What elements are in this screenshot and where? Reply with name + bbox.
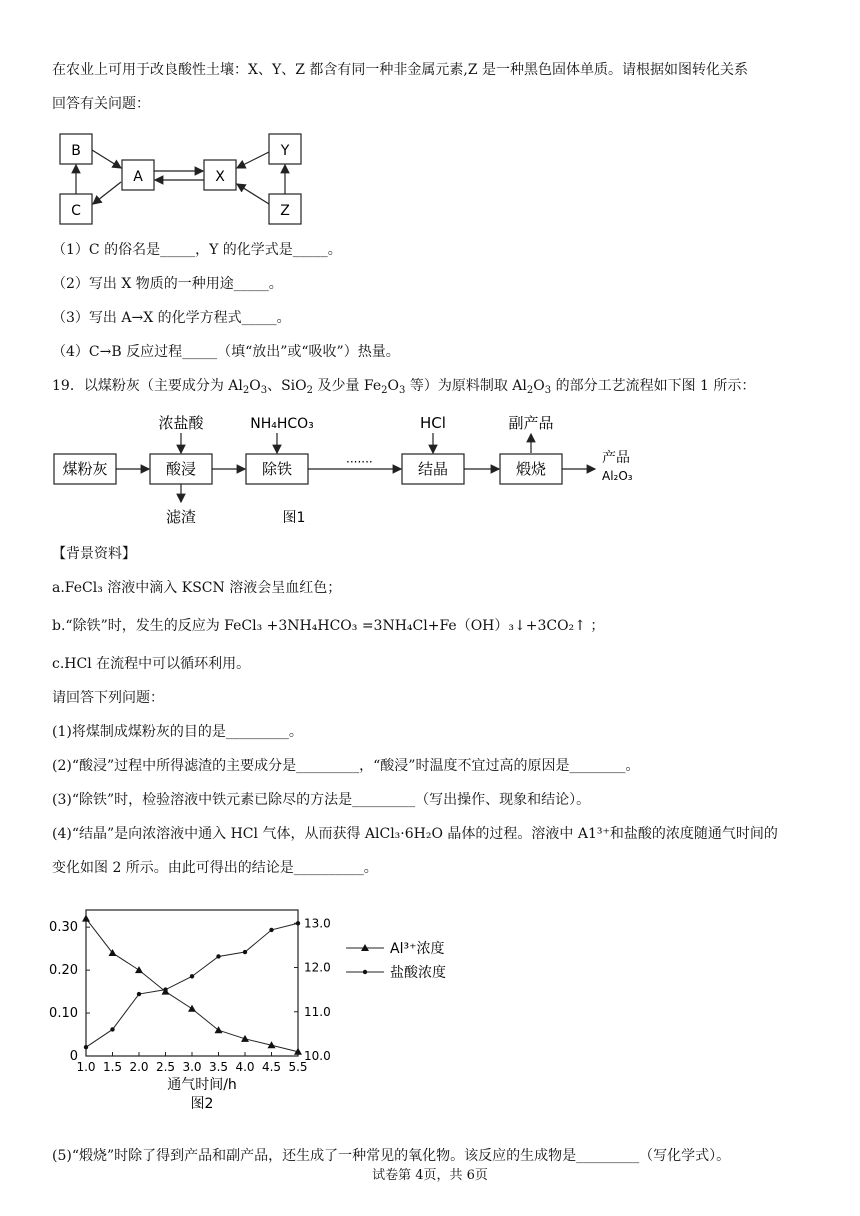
al-ion-point bbox=[135, 966, 143, 973]
y-left-tick-label: 0.10 bbox=[49, 1006, 78, 1022]
al-ion-point bbox=[188, 1005, 196, 1012]
node-c: C bbox=[71, 203, 81, 219]
process-flowchart bbox=[50, 408, 670, 536]
legend-label: 盐酸浓度 bbox=[390, 965, 446, 981]
flow-nh4hco3-label: NH₄HCO₃ bbox=[250, 416, 314, 432]
x-tick-label: 4.5 bbox=[261, 1060, 282, 1074]
hcl-point bbox=[269, 928, 273, 932]
q19-part1: (1)将煤制成煤粉灰的目的是_________。 bbox=[52, 724, 303, 740]
background-a: a.FeCl₃ 溶液中滴入 KSCN 溶液会呈血红色； bbox=[52, 580, 342, 596]
y-right-tick-label: 12.0 bbox=[304, 960, 331, 975]
flow-acid-label: 浓盐酸 bbox=[158, 414, 204, 432]
background-title: 【背景资料】 bbox=[52, 546, 136, 562]
flow-hcl-label: HCl bbox=[420, 414, 446, 432]
q19-part2: (2)“酸浸”过程中所得滤渣的主要成分是_________，“酸浸”时温度不宜过高的原因是________。 bbox=[52, 758, 640, 774]
figure2-chart bbox=[40, 900, 500, 1130]
q18-part2: （2）写出 X 物质的一种用途_____。 bbox=[52, 276, 283, 292]
x-tick-label: 2.5 bbox=[155, 1060, 176, 1074]
arrow-a-c bbox=[93, 182, 121, 204]
y-right-tick-label: 13.0 bbox=[304, 916, 331, 931]
arrow-b-a bbox=[92, 150, 121, 168]
flow-residue-label: 滤渣 bbox=[165, 508, 197, 526]
q19-part4-line2: 变化如图 2 所示。由此可得出的结论是__________。 bbox=[52, 860, 378, 876]
questions-intro: 请回答下列问题： bbox=[52, 690, 164, 706]
flow-acid-leach: 酸浸 bbox=[165, 460, 197, 478]
hcl-point bbox=[137, 992, 141, 996]
x-tick-label: 4.0 bbox=[235, 1060, 255, 1074]
y-left-tick-label: 0.30 bbox=[49, 920, 78, 936]
background-b: b.“除铁”时，发生的反应为 FeCl₃ +3NH₄HCO₃ =3NH₄Cl+Fe（OH）₃↓+3CO₂↑ ； bbox=[52, 618, 605, 634]
q18-part1: （1）C 的俗名是_____，Y 的化学式是_____。 bbox=[52, 242, 342, 258]
q19-part5: (5)“煅烧”时除了得到产品和副产品，还生成了一种常见的氧化物。该反应的生成物是_________（写化学式）。 bbox=[52, 1148, 731, 1164]
x-tick-label: 1.0 bbox=[76, 1060, 96, 1074]
page-footer: 试卷第 4页，共 6页 bbox=[372, 1168, 488, 1183]
hcl-point bbox=[296, 921, 300, 925]
figure1-caption: 图1 bbox=[282, 510, 306, 526]
node-y: Y bbox=[280, 143, 290, 159]
q18-part3: （3）写出 A→X 的化学方程式_____。 bbox=[52, 310, 291, 326]
flow-dots: ······· bbox=[346, 455, 373, 469]
y-left-tick-label: 0 bbox=[69, 1049, 78, 1064]
flow-iron-removal: 除铁 bbox=[261, 460, 293, 478]
al-ion-point bbox=[215, 1026, 223, 1033]
conversion-diagram bbox=[54, 128, 314, 228]
x-tick-label: 1.5 bbox=[102, 1060, 123, 1074]
q18-part4: （4）C→B 反应过程_____（填“放出”或“吸收”）热量。 bbox=[52, 344, 400, 360]
intro-line-2: 回答有关问题： bbox=[52, 96, 150, 112]
legend-label: Al³⁺浓度 bbox=[390, 941, 445, 957]
flow-byproduct-label: 副产品 bbox=[508, 414, 554, 432]
q19-part3: (3)“除铁”时，检验溶液中铁元素已除尽的方法是_________（写出操作、现象和结论）。 bbox=[52, 792, 591, 808]
series-line-2 bbox=[86, 923, 298, 1047]
background-c: c.HCl 在流程中可以循环利用。 bbox=[52, 656, 251, 672]
hcl-point bbox=[163, 987, 167, 991]
hcl-point bbox=[84, 1045, 88, 1049]
flow-crystallization: 结晶 bbox=[417, 460, 449, 478]
y-right-tick-label: 11.0 bbox=[304, 1004, 331, 1019]
node-b: B bbox=[71, 143, 81, 159]
intro-line-1: 在农业上可用于改良酸性土壤：X、Y、Z 都含有同一种非金属元素,Z 是一种黑色固体单质。请根据如图转化关系 bbox=[52, 62, 749, 78]
x-tick-label: 3.5 bbox=[208, 1060, 229, 1074]
flow-raw: 煤粉灰 bbox=[62, 460, 108, 478]
hcl-point bbox=[243, 950, 247, 954]
figure2-caption: 图2 bbox=[190, 1096, 214, 1112]
y-left-tick-label: 0.20 bbox=[49, 963, 78, 979]
arrow-z-x bbox=[237, 184, 269, 204]
flow-product-formula: Al₂O₃ bbox=[602, 469, 633, 483]
legend-dot-icon bbox=[363, 970, 367, 974]
hcl-point bbox=[216, 954, 220, 958]
node-a: A bbox=[133, 169, 143, 185]
arrow-y-x bbox=[237, 152, 269, 168]
x-axis-label: 通气时间/h bbox=[167, 1077, 237, 1093]
hcl-point bbox=[190, 974, 194, 978]
x-tick-label: 5.5 bbox=[288, 1060, 308, 1074]
flow-product-label: 产品 bbox=[602, 450, 630, 466]
x-tick-label: 3.0 bbox=[182, 1060, 202, 1074]
flow-calcination: 煅烧 bbox=[515, 460, 547, 478]
al-ion-point bbox=[82, 915, 90, 922]
node-z: Z bbox=[280, 203, 290, 219]
q19-stem: 19．以煤粉灰（主要成分为 $Al_2O_3$、SiO$_2$ 及少量 $Fe_2O_3$ 等）为原料制取 $Al_2O_3$ 的部分工艺流程如下图 1 所示： bbox=[52, 378, 756, 396]
y-right-tick-label: 10.0 bbox=[304, 1049, 331, 1063]
node-x: X bbox=[215, 169, 225, 185]
plot-area bbox=[86, 910, 298, 1056]
q19-part4-line1: (4)“结晶”是向浓溶液中通入 HCl 气体，从而获得 AlCl₃·6H₂O 晶体的过程。溶液中 A1³⁺和盐酸的浓度随通气时间的 bbox=[52, 826, 778, 842]
hcl-point bbox=[110, 1027, 114, 1031]
series-line-1 bbox=[86, 919, 298, 1052]
x-tick-label: 2.0 bbox=[129, 1060, 149, 1074]
